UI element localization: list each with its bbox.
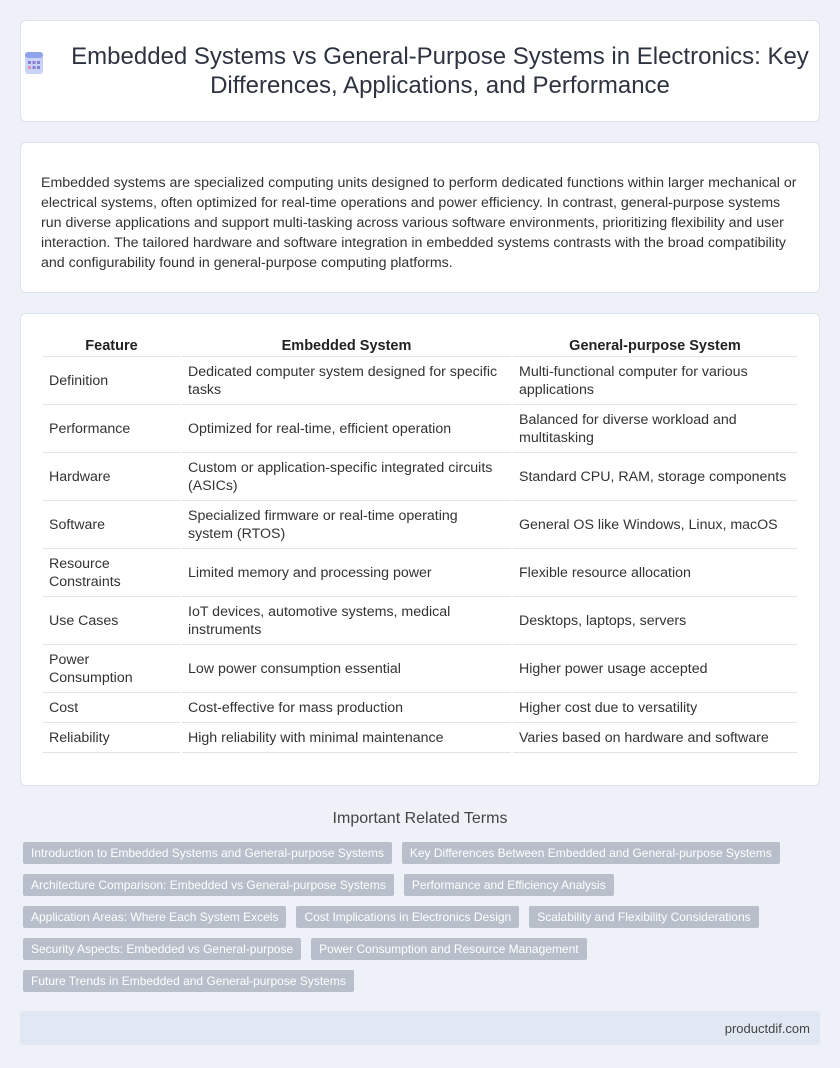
document-icon: [21, 50, 47, 76]
table-row: [43, 549, 797, 597]
table-row: [43, 693, 797, 723]
cell-feature: Reliability: [43, 723, 180, 753]
footer: [20, 1011, 820, 1045]
related-term-tag[interactable]: Key Differences Between Embedded and General-purpose Systems: [402, 842, 780, 864]
cell-embedded: Optimized for real-time, efficient operation: [182, 405, 511, 453]
cell-feature: Performance: [43, 405, 180, 453]
table-row: [43, 453, 797, 501]
header-embedded: Embedded System: [182, 334, 511, 357]
table-row: [43, 597, 797, 645]
cell-general: Desktops, laptops, servers: [513, 597, 797, 645]
related-term-tag[interactable]: Future Trends in Embedded and General-purpose Systems: [23, 970, 354, 992]
related-term-tag[interactable]: Cost Implications in Electronics Design: [296, 906, 519, 928]
related-terms-list: [20, 842, 820, 992]
cell-embedded: Low power consumption essential: [182, 645, 511, 693]
table-row: [43, 357, 797, 405]
intro-paragraph: Embedded systems are specialized computing units designed to perform dedicated functions within larger mechanical or electrical systems, often optimized for real-time operations and power efficiency. In contrast, general-purpose systems run diverse applications and support multi-tasking across various software environments, prioritizing flexibility and user interaction. The tailored hardware and software integration in embedded systems contrasts with the broad compatibility and configurability found in general-purpose computing platforms.: [41, 175, 797, 271]
cell-general: Balanced for diverse workload and multitasking: [513, 405, 797, 453]
cell-general: Varies based on hardware and software: [513, 723, 797, 753]
header-feature: Feature: [43, 334, 180, 357]
cell-feature: Software: [43, 501, 180, 549]
title-card: [20, 20, 820, 122]
related-term-tag[interactable]: Introduction to Embedded Systems and General-purpose Systems: [23, 842, 392, 864]
cell-general: Higher power usage accepted: [513, 645, 797, 693]
related-term-tag[interactable]: Architecture Comparison: Embedded vs General-purpose Systems: [23, 874, 394, 896]
table-row: [43, 645, 797, 693]
related-term-tag[interactable]: Application Areas: Where Each System Excels: [23, 906, 286, 928]
intro-card: [20, 142, 820, 293]
related-term-tag[interactable]: Scalability and Flexibility Considerations: [529, 906, 758, 928]
cell-embedded: Custom or application-specific integrated circuits (ASICs): [182, 453, 511, 501]
cell-embedded: Cost-effective for mass production: [182, 693, 511, 723]
cell-feature: Hardware: [43, 453, 180, 501]
cell-embedded: Specialized firmware or real-time operating system (RTOS): [182, 501, 511, 549]
cell-general: Standard CPU, RAM, storage components: [513, 453, 797, 501]
cell-feature: Cost: [43, 693, 180, 723]
related-term-tag[interactable]: Security Aspects: Embedded vs General-purpose: [23, 938, 301, 960]
cell-embedded: Limited memory and processing power: [182, 549, 511, 597]
cell-general: General OS like Windows, Linux, macOS: [513, 501, 797, 549]
table-row: [43, 405, 797, 453]
cell-embedded: Dedicated computer system designed for specific tasks: [182, 357, 511, 405]
related-term-tag[interactable]: Performance and Efficiency Analysis: [404, 874, 614, 896]
header-general: General-purpose System: [513, 334, 797, 357]
table-row: [43, 723, 797, 753]
cell-feature: Resource Constraints: [43, 549, 180, 597]
related-terms-title: Important Related Terms: [332, 810, 508, 827]
cell-feature: Definition: [43, 357, 180, 405]
cell-feature: Use Cases: [43, 597, 180, 645]
comparison-card: [20, 313, 820, 786]
cell-general: Higher cost due to versatility: [513, 693, 797, 723]
table-row: [43, 501, 797, 549]
cell-embedded: IoT devices, automotive systems, medical instruments: [182, 597, 511, 645]
cell-feature: Power Consumption: [43, 645, 180, 693]
comparison-table: [41, 334, 799, 753]
cell-embedded: High reliability with minimal maintenance: [182, 723, 511, 753]
cell-general: Multi-functional computer for various applications: [513, 357, 797, 405]
related-term-tag[interactable]: Power Consumption and Resource Management: [311, 938, 586, 960]
page-title: Embedded Systems vs General-Purpose Systems in Electronics: Key Differences, Applications, and Performance: [71, 43, 809, 99]
cell-general: Flexible resource allocation: [513, 549, 797, 597]
footer-site-link[interactable]: productdif.com: [724, 1020, 810, 1036]
